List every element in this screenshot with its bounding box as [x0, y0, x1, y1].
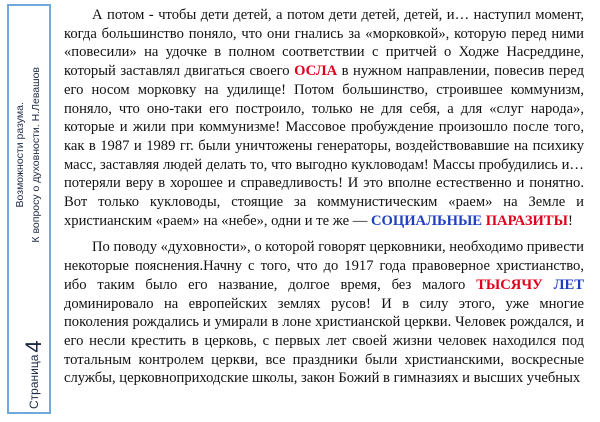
paragraph-1-text-c: ! [567, 212, 573, 229]
page-word: Страница [27, 354, 41, 409]
paragraph-2-text-a: По поводу «духовности», о которой говорят церковники, необходимо привести некоторые пояснения.Начну с того, что до 1917 года правоверное христианство, ибо таким было его название, долгое время, без малого [64, 239, 584, 293]
paragraph-1-text-b: в нужном направлении, повесив перед его носом морковку на удилище! Потом большинство, строившее коммунизм, поняло, что оно-таки его построило, только не для себя, а для «слуг народа», которые и жили при коммунизме! Массовое пробуждение произошло после того, как в 1987 и 1989 гг. были уничтожены генераторы, воздействовавшие на психику масс, заставляя людей делать то, что выгодно кукловодам! Массы пробудились и…потеряли веру в хорошее и справедливость! И это вполне естественно и понятно. Вот только кукловоды, стоящие за коммунистическим «раем» на Земле и христианским «раем» на «небе», одни и те же — [64, 63, 584, 229]
highlight-socialnye: СОЦИАЛЬНЫЕ [370, 212, 483, 229]
highlight-osla: ОСЛА [294, 63, 338, 80]
paragraph-2-text-b: доминировало на европейских землях русов! И в силу этого, уже многие поколения рождались и умирали в лоне христианской церкви. Человек рождался, и его несли крестить в церковь, с первых лет своей жизни человек находился под тотальным контролем церкви, все праздники были христианскими, воскресные службы, церковноприходские школы, закон Божий в гимназиях и высших учебных [64, 295, 584, 387]
sidebar-rotated-content [9, 7, 49, 411]
highlight-parazity: ПАРАЗИТЫ [485, 212, 568, 229]
highlight-let: ЛЕТ [553, 276, 584, 293]
paragraph-1 [64, 6, 584, 230]
running-title [12, 67, 44, 243]
running-title-line-2: К вопросу о духовности. Н.Левашов [30, 67, 42, 243]
paragraph-2 [64, 238, 584, 388]
body-text [64, 6, 584, 418]
running-title-line-1: Возможности разума. [14, 102, 26, 208]
page-number-label [21, 340, 47, 409]
paragraph-1-text-a: А потом - чтобы дети детей, а потом дети детей, детей, и… наступил момент, когда большинство поняло, что они гнались за «морковкой», которую перед ними «повесили» на удочке в полном соответствии с притчей о Ходже Насреддине, который заставлял двигаться своего [64, 7, 584, 80]
page-number: 4 [21, 340, 46, 353]
highlight-tysyachu: ТЫСЯЧУ [476, 276, 543, 293]
page-sidebar [7, 4, 51, 414]
